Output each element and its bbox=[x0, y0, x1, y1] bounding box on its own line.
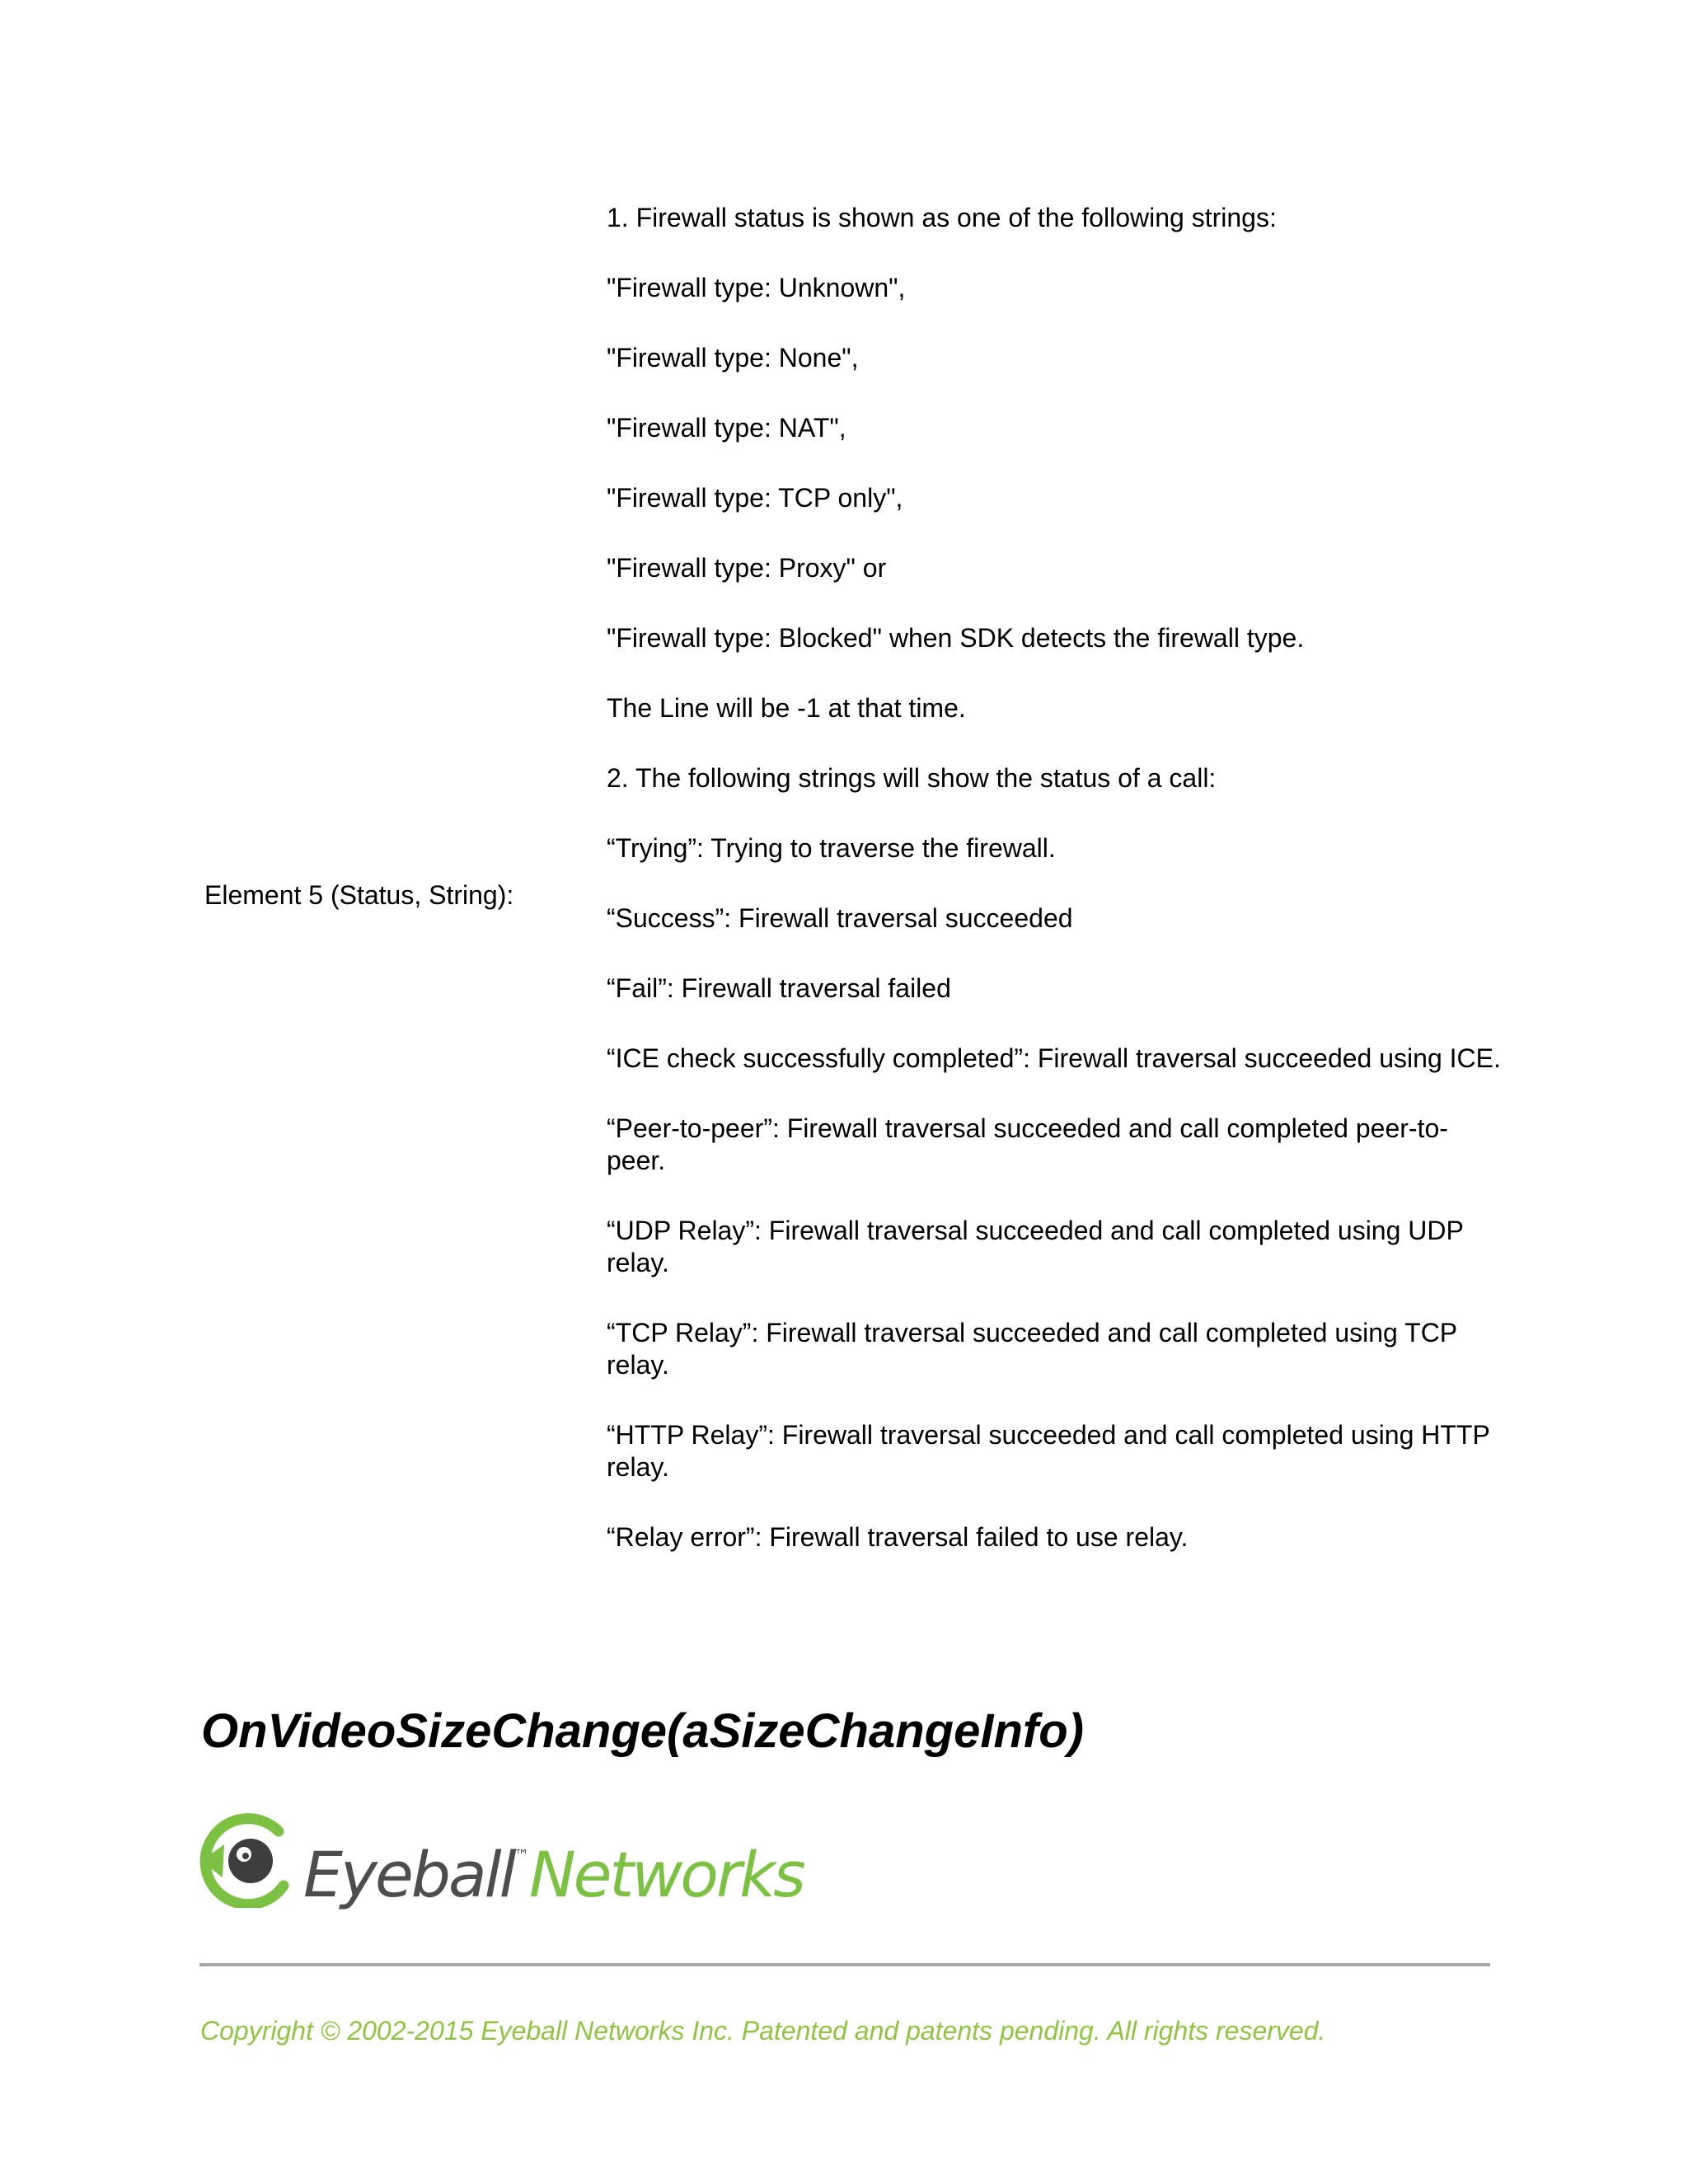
description-paragraph: “Fail”: Firewall traversal failed bbox=[607, 973, 951, 1003]
description-paragraph: “Success”: Firewall traversal succeeded bbox=[607, 903, 1073, 933]
footer-divider bbox=[199, 1963, 1490, 1966]
description-paragraph: 2. The following strings will show the status of a call: bbox=[607, 763, 1217, 793]
description-paragraph: “UDP Relay”: Firewall traversal succeeded and call completed using UDP relay. bbox=[607, 1216, 1464, 1277]
element-description bbox=[607, 202, 1501, 1591]
description-paragraph: “Relay error”: Firewall traversal failed to use relay. bbox=[607, 1522, 1189, 1552]
logo-word-networks: Networks bbox=[528, 1838, 804, 1911]
description-paragraph: 1. Firewall status is shown as one of the following strings: bbox=[607, 203, 1277, 232]
description-paragraph: "Firewall type: Unknown", bbox=[607, 273, 906, 302]
description-paragraph: "Firewall type: NAT", bbox=[607, 413, 846, 443]
company-logo bbox=[198, 1813, 804, 1911]
description-paragraph: "Firewall type: Blocked" when SDK detects the firewall type. bbox=[607, 623, 1305, 653]
description-paragraph: "Firewall type: None", bbox=[607, 343, 859, 373]
description-paragraph: "Firewall type: Proxy" or bbox=[607, 553, 887, 583]
description-paragraph: “TCP Relay”: Firewall traversal succeeded and call completed using TCP relay. bbox=[607, 1318, 1457, 1380]
description-paragraph: “Peer-to-peer”: Firewall traversal succeeded and call completed peer-to-peer. bbox=[607, 1113, 1448, 1175]
footer-copyright: Copyright © 2002-2015 Eyeball Networks Inc. Patented and patents pending. All rights reserved. bbox=[200, 2016, 1326, 2046]
description-paragraph: "Firewall type: TCP only", bbox=[607, 483, 903, 513]
description-paragraph: The Line will be -1 at that time. bbox=[607, 693, 966, 723]
eyeball-logo-icon bbox=[198, 1813, 297, 1908]
logo-wordmark bbox=[303, 1815, 804, 1916]
description-paragraph: “HTTP Relay”: Firewall traversal succeeded and call completed using HTTP relay. bbox=[607, 1420, 1490, 1482]
logo-word-eyeball: Eyeball bbox=[303, 1838, 514, 1911]
logo-trademark: ™ bbox=[513, 1847, 529, 1864]
element-label: Element 5 (Status, String): bbox=[204, 880, 514, 910]
description-paragraph: “Trying”: Trying to traverse the firewall. bbox=[607, 833, 1056, 863]
description-paragraph: “ICE check successfully completed”: Firewall traversal succeeded using ICE. bbox=[607, 1043, 1501, 1073]
function-heading: OnVideoSizeChange(aSizeChangeInfo) bbox=[201, 1704, 1084, 1758]
